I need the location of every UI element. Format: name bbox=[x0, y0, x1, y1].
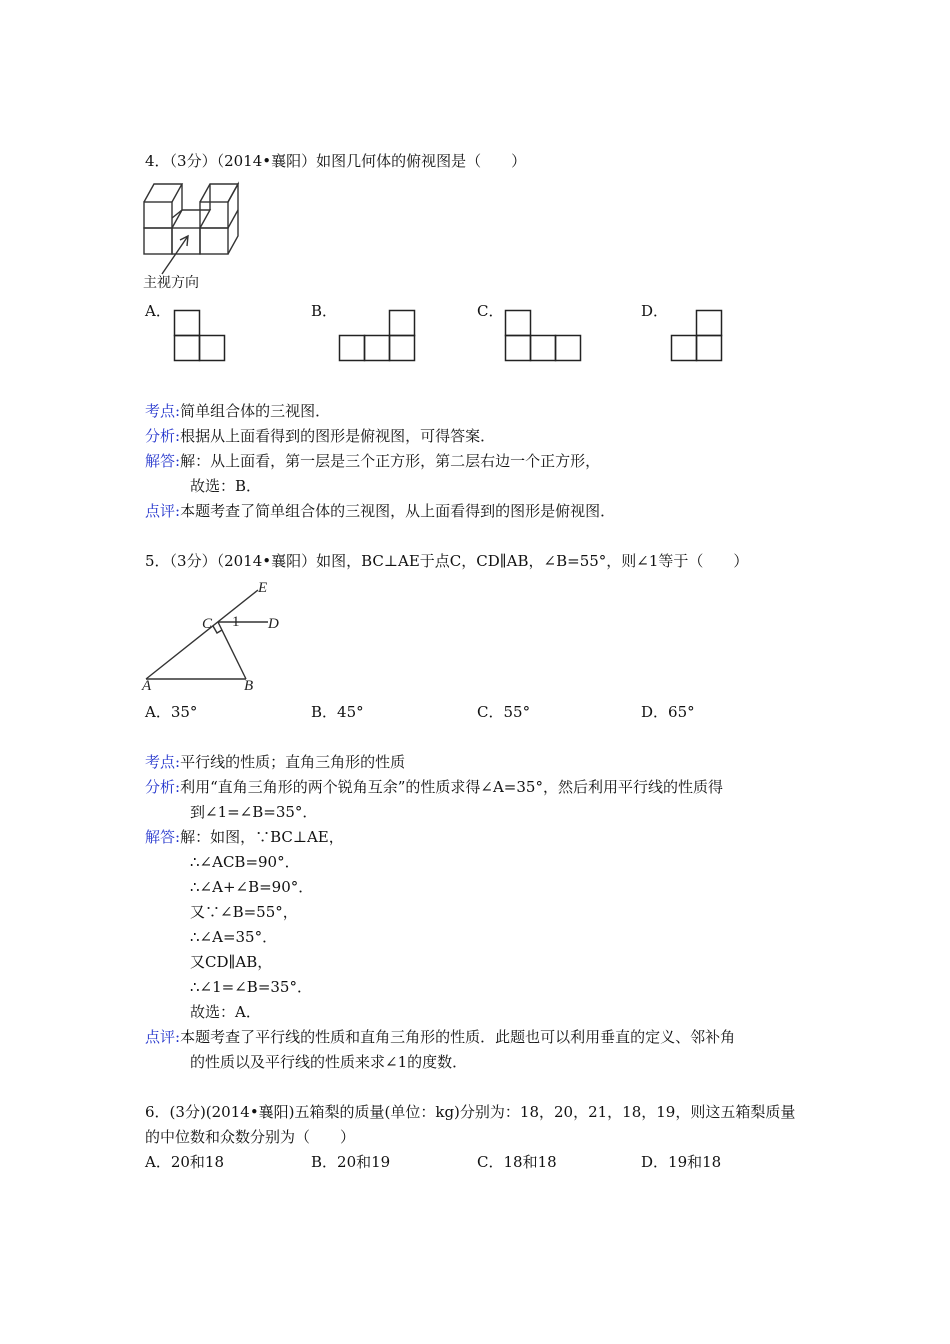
q6-stem-line-1: 6．(3分)(2014•襄阳)五箱梨的质量(单位：kg)分别为：18，20，21，18，19，则这五箱梨质量 bbox=[145, 1103, 796, 1121]
q5-label-d: D bbox=[268, 616, 279, 632]
q4-analysis-dianping-row bbox=[145, 500, 615, 522]
q5-jieda-label: 解答: bbox=[145, 828, 181, 846]
q5-geometry-figure bbox=[140, 578, 290, 693]
q4-option-a-label: A． bbox=[145, 302, 171, 320]
q5-analysis-dianping-row bbox=[145, 1026, 735, 1048]
q4-jieda-text-1: 解：从上面看，第一层是三个正方形，第二层右边一个正方形， bbox=[180, 452, 601, 470]
q5-analysis-fenxi-row bbox=[145, 776, 723, 798]
q5-dianping-text-2: 的性质以及平行线的性质来求∠1的度数． bbox=[190, 1053, 468, 1071]
q5-option-a: A．35° bbox=[145, 703, 198, 721]
q4-option-d-label: D． bbox=[641, 302, 669, 320]
q5-label-b: B bbox=[244, 678, 254, 694]
q4-option-b-label: B． bbox=[311, 302, 338, 320]
q4-fenxi-label: 分析: bbox=[145, 427, 181, 445]
q5-fenxi-text-2: 到∠1=∠B=35°． bbox=[190, 803, 318, 821]
q4-option-c-figure bbox=[505, 310, 585, 362]
q5-jieda-line-2: ∴∠ACB=90°． bbox=[190, 853, 300, 871]
q6-option-c: C．18和18 bbox=[477, 1153, 557, 1171]
q5-dianping-label: 点评: bbox=[145, 1028, 181, 1046]
q4-dianping-text: 本题考查了简单组合体的三视图，从上面看得到的图形是俯视图． bbox=[180, 502, 616, 520]
q4-stem: 4．（3分）（2014•襄阳）如图几何体的俯视图是（ ） bbox=[145, 152, 527, 170]
q5-stem: 5．（3分）（2014•襄阳）如图，BC⊥AE于点C，CD∥AB，∠B=55°，则∠1等于（ ） bbox=[145, 552, 749, 570]
q5-kaodian-label: 考点: bbox=[145, 753, 181, 771]
q6-stem-line-2: 的中位数和众数分别为（ ） bbox=[145, 1128, 356, 1146]
q4-jieda-label: 解答: bbox=[145, 452, 181, 470]
q5-label-angle-1: 1 bbox=[232, 614, 240, 630]
q4-analysis-kaodian-row bbox=[145, 400, 330, 422]
q5-jieda-line-3: ∴∠A+∠B=90°． bbox=[190, 878, 314, 896]
q5-fenxi-label: 分析: bbox=[145, 778, 181, 796]
q5-jieda-line-1: 解：如图，∵BC⊥AE， bbox=[180, 828, 344, 846]
q6-option-b: B．20和19 bbox=[311, 1153, 391, 1171]
q6-option-d: D．19和18 bbox=[641, 1153, 722, 1171]
q5-option-b: B．45° bbox=[311, 703, 364, 721]
q5-jieda-line-6: 又CD∥AB， bbox=[190, 953, 273, 971]
q4-kaodian-text: 简单组合体的三视图． bbox=[180, 402, 331, 420]
q5-option-d: D．65° bbox=[641, 703, 695, 721]
q5-jieda-line-4: 又∵∠B=55°， bbox=[190, 903, 298, 921]
q4-jieda-text-2: 故选：B． bbox=[190, 477, 262, 495]
q4-fenxi-text: 根据从上面看得到的图形是俯视图，可得答案． bbox=[180, 427, 496, 445]
q5-option-c: C．55° bbox=[477, 703, 531, 721]
q4-option-a-figure bbox=[174, 310, 228, 362]
q4-figure-caption: 主视方向 bbox=[143, 275, 199, 291]
q4-option-d-figure bbox=[671, 310, 725, 362]
q6-option-a: A．20和18 bbox=[145, 1153, 225, 1171]
q5-jieda-line-7: ∴∠1=∠B=35°． bbox=[190, 978, 312, 996]
q5-jieda-line-5: ∴∠A=35°． bbox=[190, 928, 278, 946]
q5-fenxi-text-1: 利用“直角三角形的两个锐角互余”的性质求得∠A=35°，然后利用平行线的性质得 bbox=[180, 778, 723, 796]
q5-dianping-text-1: 本题考查了平行线的性质和直角三角形的性质．此题也可以利用垂直的定义、邻补角 bbox=[180, 1028, 736, 1046]
q4-option-b-figure bbox=[339, 310, 419, 362]
q4-option-c-label: C． bbox=[477, 302, 504, 320]
q4-analysis-fenxi-row bbox=[145, 425, 495, 447]
q5-jieda-line-8: 故选：A． bbox=[190, 1003, 261, 1021]
q4-kaodian-label: 考点: bbox=[145, 402, 181, 420]
q5-analysis-jieda-row bbox=[145, 826, 344, 848]
q5-kaodian-text: 平行线的性质；直角三角形的性质 bbox=[180, 753, 406, 771]
q5-label-e: E bbox=[258, 580, 268, 596]
q5-label-a: A bbox=[142, 678, 152, 694]
q5-analysis-kaodian-row bbox=[145, 751, 405, 773]
q4-dianping-label: 点评: bbox=[145, 502, 181, 520]
q4-analysis-jieda-row bbox=[145, 450, 600, 472]
q5-label-c: C bbox=[202, 616, 213, 632]
